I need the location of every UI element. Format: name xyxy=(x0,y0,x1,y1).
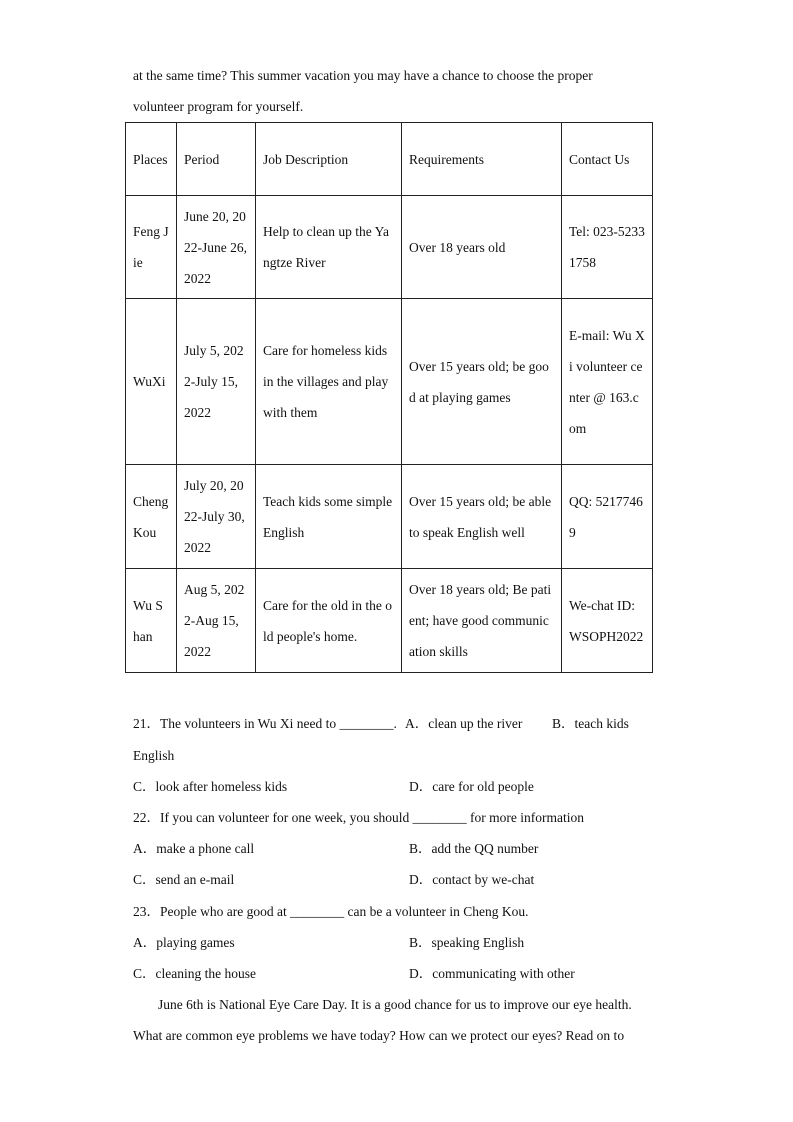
q21-option-c[interactable]: C．look after homeless kids xyxy=(133,779,288,794)
q22-option-c[interactable]: C．send an e-mail xyxy=(133,872,235,887)
cell-job: Care for the old in the old people's home. xyxy=(256,569,402,673)
header-contact-us: Contact Us xyxy=(562,123,653,196)
q22-stem: 22．If you can volunteer for one week, you should ________ for more information xyxy=(133,810,585,825)
cell-period: June 20, 2022-June 26, 2022 xyxy=(177,196,256,299)
cell-contact: We-chat ID: WSOPH2022 xyxy=(562,569,653,673)
cell-contact: Tel: 023-52331758 xyxy=(562,196,653,299)
q21-option-d[interactable]: D．care for old people xyxy=(409,779,534,794)
cell-place: Wu Shan xyxy=(126,569,177,673)
q21-option-a[interactable]: A．clean up the river xyxy=(405,716,523,731)
q23-option-a[interactable]: A．playing games xyxy=(133,935,235,950)
cell-place: Cheng Kou xyxy=(126,465,177,569)
cell-requirements: Over 15 years old; be good at playing games xyxy=(402,299,562,465)
q22-option-a[interactable]: A．make a phone call xyxy=(133,841,255,856)
q23-option-c[interactable]: C．cleaning the house xyxy=(133,966,256,981)
q21-option-b-continued: English xyxy=(133,748,175,763)
volunteer-programs-table xyxy=(125,122,653,673)
cell-contact: E-mail: Wu Xi volunteer center @ 163.com xyxy=(562,299,653,465)
passage-line-2: What are common eye problems we have today? How can we protect our eyes? Read on to xyxy=(133,1028,625,1043)
table-header-row xyxy=(126,123,653,196)
q21-option-b[interactable]: B．teach kids xyxy=(552,716,629,731)
cell-period: Aug 5, 2022-Aug 15, 2022 xyxy=(177,569,256,673)
cell-place: WuXi xyxy=(126,299,177,465)
table-row xyxy=(126,299,653,465)
cell-requirements: Over 15 years old; be able to speak English well xyxy=(402,465,562,569)
intro-line-1: at the same time? This summer vacation you may have a chance to choose the proper xyxy=(133,68,593,83)
q23-option-b[interactable]: B．speaking English xyxy=(409,935,525,950)
cell-place: Feng Jie xyxy=(126,196,177,299)
header-period: Period xyxy=(177,123,256,196)
cell-requirements: Over 18 years old xyxy=(402,196,562,299)
cell-contact: QQ: 52177469 xyxy=(562,465,653,569)
cell-period: July 20, 2022-July 30, 2022 xyxy=(177,465,256,569)
q22-option-d[interactable]: D．contact by we-chat xyxy=(409,872,535,887)
table-row xyxy=(126,465,653,569)
cell-period: July 5, 2022-July 15, 2022 xyxy=(177,299,256,465)
intro-line-2: volunteer program for yourself. xyxy=(133,99,304,114)
header-job-description: Job Description xyxy=(256,123,402,196)
cell-job: Help to clean up the Yangtze River xyxy=(256,196,402,299)
cell-requirements: Over 18 years old; Be patient; have good communication skills xyxy=(402,569,562,673)
cell-job: Teach kids some simple English xyxy=(256,465,402,569)
table-row xyxy=(126,569,653,673)
table-row xyxy=(126,196,653,299)
cell-job: Care for homeless kids in the villages and play with them xyxy=(256,299,402,465)
header-places: Places xyxy=(126,123,177,196)
q21-stem: 21．The volunteers in Wu Xi need to ________. xyxy=(133,716,397,731)
q22-option-b[interactable]: B．add the QQ number xyxy=(409,841,539,856)
q23-option-d[interactable]: D．communicating with other xyxy=(409,966,575,981)
passage-line-1: June 6th is National Eye Care Day. It is a good chance for us to improve our eye health. xyxy=(158,997,632,1012)
q23-stem: 23．People who are good at ________ can be a volunteer in Cheng Kou. xyxy=(133,904,529,919)
header-requirements: Requirements xyxy=(402,123,562,196)
